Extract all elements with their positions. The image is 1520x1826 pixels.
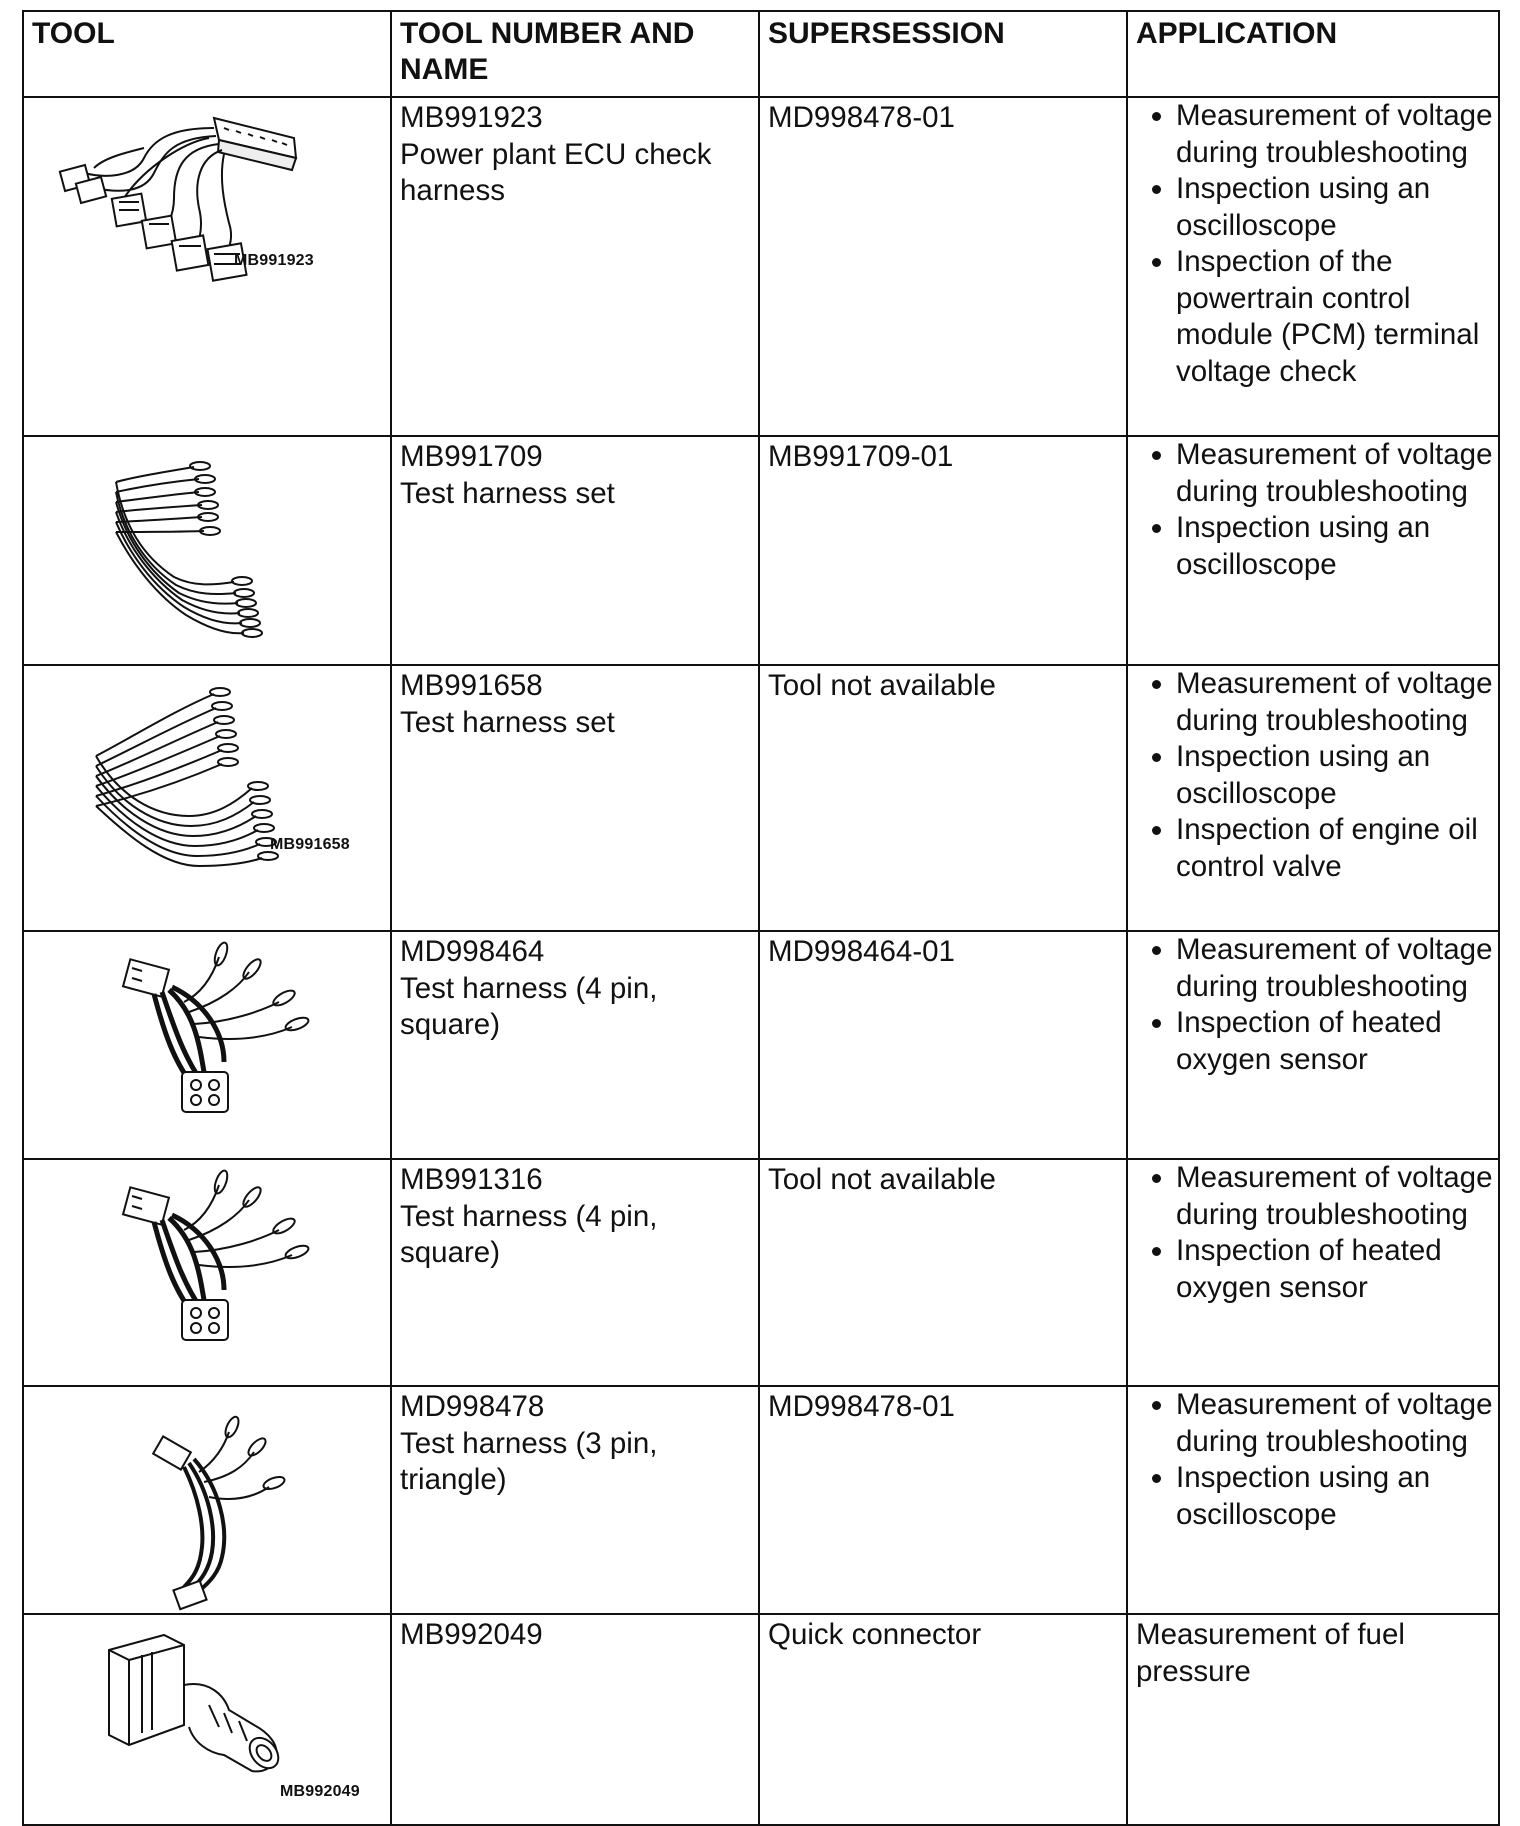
tool-number: MD998464 (400, 935, 545, 968)
supersession-value: MD998478-01 (768, 1390, 955, 1423)
application-cell (1127, 1614, 1499, 1825)
list-item: • Inspection of engine oil control valve (1176, 812, 1494, 885)
list-item: • Inspection using an oscilloscope (1176, 510, 1494, 583)
supersession-cell (759, 665, 1127, 931)
three-pin-harness-icon (24, 1387, 390, 1613)
tool-number: MD998478 (400, 1390, 545, 1423)
table-row (23, 1614, 1499, 1825)
tool-name: Test harness (4 pin, square) (400, 1199, 658, 1269)
figure-label: MB991658 (270, 836, 350, 853)
supersession-value: Tool not available (768, 1163, 996, 1196)
header-tool: TOOL (23, 11, 391, 97)
tool-name: Test harness set (400, 476, 615, 510)
supersession-value: Quick connector (768, 1618, 982, 1651)
table-row (23, 436, 1499, 665)
tool-illustration-cell (23, 665, 391, 931)
application-list (1128, 98, 1498, 390)
tool-name: Test harness (4 pin, square) (400, 971, 658, 1041)
tool-number-name-cell (391, 1159, 759, 1386)
application-list (1128, 437, 1498, 583)
tool-number-name-cell (391, 1614, 759, 1825)
supersession-value: MD998478-01 (768, 101, 955, 134)
ecu-check-harness-icon (24, 98, 390, 435)
supersession-value: MD998464-01 (768, 935, 955, 968)
tool-number-name-cell (391, 665, 759, 931)
application-list (1128, 1387, 1498, 1533)
list-item: • Inspection of the powertrain control module (PCM) terminal voltage check (1176, 244, 1494, 390)
supersession-cell (759, 931, 1127, 1159)
list-item: • Inspection using an oscilloscope (1176, 171, 1494, 244)
application-text: Measurement of fuel pressure (1136, 1618, 1405, 1688)
header-tool-number-name: TOOL NUMBER AND NAME (391, 11, 759, 97)
application-cell (1127, 665, 1499, 931)
application-cell (1127, 931, 1499, 1159)
tool-number-name-cell (391, 97, 759, 436)
list-item: • Measurement of voltage during troubleshooting (1176, 1160, 1494, 1233)
tool-number: MB991709 (400, 440, 543, 473)
four-pin-harness-icon (24, 1160, 390, 1385)
application-cell (1127, 1159, 1499, 1386)
header-supersession: SUPERSESSION (759, 11, 1127, 97)
supersession-cell (759, 436, 1127, 665)
tool-number-name-cell (391, 436, 759, 665)
application-list (1128, 932, 1498, 1078)
list-item: • Measurement of voltage during troubleshooting (1176, 98, 1494, 171)
figure-label: MB992049 (280, 1783, 360, 1800)
supersession-cell (759, 1159, 1127, 1386)
header-application: APPLICATION (1127, 11, 1499, 97)
table-row (23, 97, 1499, 436)
list-item: • Inspection using an oscilloscope (1176, 739, 1494, 812)
tool-number: MB991923 (400, 101, 543, 134)
table-header-row (23, 11, 1499, 97)
tool-illustration-cell (23, 1386, 391, 1614)
test-harness-set-icon (24, 437, 390, 664)
tool-number-name-cell (391, 931, 759, 1159)
tool-name: Power plant ECU check harness (400, 137, 712, 207)
table-row (23, 1386, 1499, 1614)
application-cell (1127, 436, 1499, 665)
supersession-cell (759, 1386, 1127, 1614)
application-list (1128, 666, 1498, 885)
tool-illustration-cell (23, 931, 391, 1159)
supersession-cell (759, 97, 1127, 436)
special-tools-table (22, 10, 1500, 1826)
application-list (1128, 1160, 1498, 1306)
list-item: • Measurement of voltage during troubleshooting (1176, 932, 1494, 1005)
list-item: • Inspection of heated oxygen sensor (1176, 1005, 1494, 1078)
tool-number: MB991316 (400, 1163, 543, 1196)
tool-illustration-cell (23, 97, 391, 436)
table-row (23, 931, 1499, 1159)
list-item: • Inspection of heated oxygen sensor (1176, 1233, 1494, 1306)
four-pin-harness-icon (24, 932, 390, 1158)
application-cell (1127, 1386, 1499, 1614)
table-row (23, 1159, 1499, 1386)
list-item: • Inspection using an oscilloscope (1176, 1460, 1494, 1533)
tool-number: MB991658 (400, 669, 543, 702)
supersession-value: Tool not available (768, 669, 996, 702)
tool-number-name-cell (391, 1386, 759, 1614)
tool-name: Test harness (3 pin, triangle) (400, 1426, 658, 1496)
test-harness-set-icon (24, 666, 390, 930)
tool-illustration-cell (23, 1614, 391, 1825)
tool-illustration-cell (23, 1159, 391, 1386)
application-cell (1127, 97, 1499, 436)
table-row (23, 665, 1499, 931)
list-item: • Measurement of voltage during troubleshooting (1176, 1387, 1494, 1460)
tool-illustration-cell (23, 436, 391, 665)
tool-number: MB992049 (400, 1618, 543, 1651)
figure-label: MB991923 (234, 252, 314, 269)
supersession-cell (759, 1614, 1127, 1825)
supersession-value: MB991709-01 (768, 440, 954, 473)
list-item: • Measurement of voltage during troubleshooting (1176, 666, 1494, 739)
list-item: • Measurement of voltage during troubleshooting (1176, 437, 1494, 510)
tool-name: Test harness set (400, 705, 615, 739)
